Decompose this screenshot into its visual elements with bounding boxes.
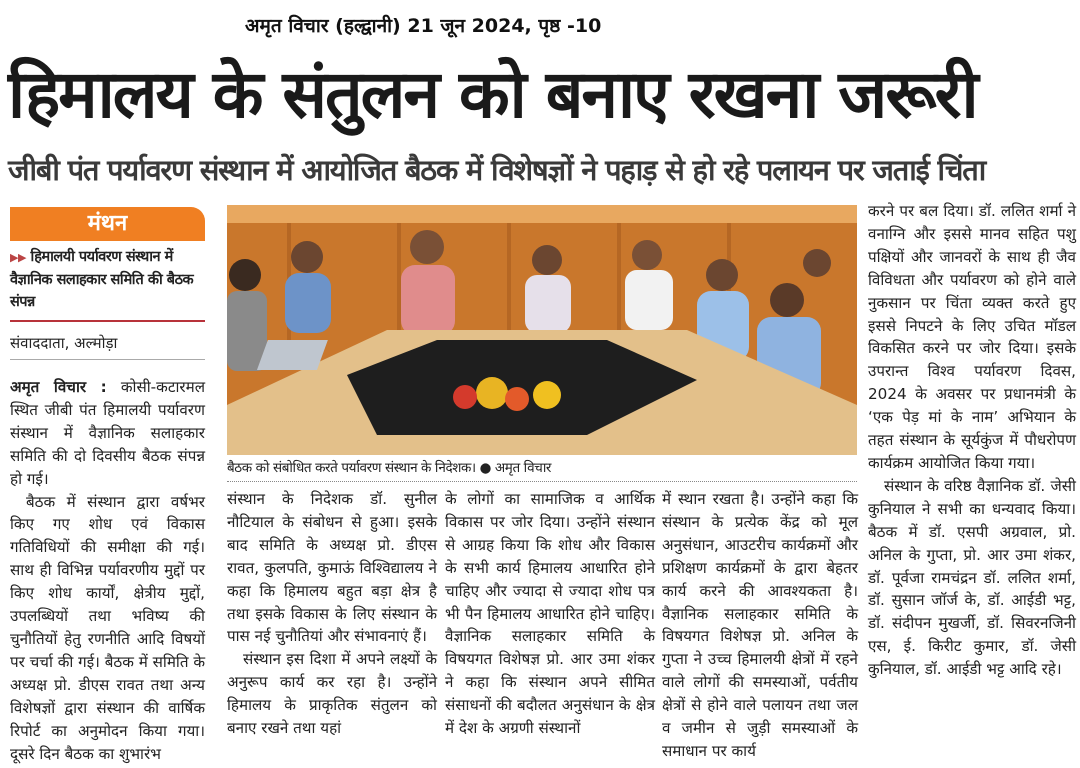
paragraph: संस्थान इस दिशा में अपने लक्ष्यों के अनुरूप कार्य कर रहा है। उन्होंने हिमालय के प्राकृतिक संतुलन को बनाए रखने तथा यहां [227,650,437,738]
meeting-photo [227,205,857,455]
paragraph: कोसी-कटारमल स्थित जीबी पंत हिमालयी पर्यावरण संस्थान में वैज्ञानिक सलाहकार समिति की दो दिवसीय बैठक संपन्न हो गई। [10,378,205,488]
divider [10,359,205,360]
subheadline: जीबी पंत पर्यावरण संस्थान में आयोजित बैठक में विशेषज्ञों ने पहाड़ से हो रहे पलायन पर जताई चिंता [8,153,986,187]
double-arrow-icon: ▶▶ [10,251,26,264]
headline: हिमालय के संतुलन को बनाए रखना जरूरी [8,56,977,133]
byline: संवाददाता, अल्मोड़ा [10,334,118,352]
source-label: अमृत विचार : [10,378,107,396]
section-label: मंथन [10,207,205,241]
paragraph: करने पर बल दिया। डॉ. ललित शर्मा ने वनाग्नि और इससे मानव सहित पशु पक्षियों और जानवरों के साथ ही जैव विविधता और पर्यावरण को होने वाले नुकसान पर चिंता व्यक्त करते हुए इससे निपटने के लिए उचित मॉडल विकसित करने पर जोर दिया। इसके उपरान्त विश्व पर्यावरण दिवस, 2024 के अवसर पर प्रधानमंत्री के ‘एक पेड़ मां के नाम’ अभियान के तहत संस्थान के सूर्यकुंज में पौधरोपण कार्यक्रम आयोजित किया गया। [868,202,1076,472]
article-column-4 [662,488,858,763]
article-column-2 [227,488,437,740]
article-column-1 [10,376,205,765]
divider [227,481,857,482]
photo-caption: बैठक को संबोधित करते पर्यावरण संस्थान के निदेशक। ● अमृत विचार [227,460,552,476]
dateline: अमृत विचार (हल्द्वानी) 21 जून 2024, पृष्ठ -10 [245,15,602,37]
paragraph: संस्थान के वरिष्ठ वैज्ञानिक डॉ. जेसी कुनियाल ने सभी का धन्यवाद किया। बैठक में डॉ. एसपी अग्रवाल, प्रो. अनिल के गुप्ता, प्रो. आर उमा शंकर, डॉ. पूर्वजा रामचंद्रन डॉ. ललित शर्मा, डॉ. सुसान जॉर्ज के, डॉ. आईडी भट्ट, डॉ. संदीपन मुखर्जी, डॉ. सिवरनजिनी एस, ई. किरीट कुमार, डॉ. जेसी कुनियाल, डॉ. आईडी भट्ट आदि रहे। [868,476,1076,679]
paragraph: बैठक में संस्थान द्वारा वर्षभर किए गए शोध एवं विकास गतिविधियों की समीक्षा की गई। साथ ही विभिन्न पर्यावरणीय मुद्दों पर किए शोध कार्यों, क्षेत्रीय मुद्दों, उपलब्धियों तथा भविष्य की चुनौतियों हेतु रणनीति आदि विषयों पर चर्चा की गई। बैठक में समिति के अध्यक्ष प्रो. डीएस रावत तथा अन्य विशेषज्ञों द्वारा संस्थान की वार्षिक रिपोर्ट का अनुमोदन किया गया। दूसरे दिन बैठक का शुभारंभ [10,492,205,763]
article-column-5 [868,200,1076,681]
paragraph: के लोगों का सामाजिक व आर्थिक विकास पर जोर दिया। उन्होंने संस्थान से आग्रह किया कि शोध और विकास के सभी कार्य हिमालय आधारित होने चाहिए और ज्यादा से ज्यादा शोध पत्र भी पैन हिमालय आधारित होने चाहिए। वैज्ञानिक सलाहकार समिति के विषयगत विशेषज्ञ प्रो. आर उमा शंकर ने कहा कि संस्थान अपने सीमित संसाधनों की बदौलत अनुसंधान के क्षेत्र में देश के अग्रणी संस्थानों [445,490,655,738]
paragraph: में स्थान रखता है। उन्होंने कहा कि संस्थान के प्रत्येक केंद्र को मूल अनुसंधान, आउटरीच कार्यक्रमों और प्रशिक्षण कार्यक्रमों के द्वारा बेहतर कार्य करने की आवश्यकता है। वैज्ञानिक सलाहकार समिति के विषयगत विशेषज्ञ प्रो. अनिल के गुप्ता ने उच्च हिमालयी क्षेत्रों में रहने वाले लोगों की समस्याओं, पर्वतीय क्षेत्रों से होने वाले पलायन तथा जल व जमीन से जुड़ी समस्याओं के समाधान पर कार्य [662,490,858,760]
divider [10,320,205,322]
meeting-photo-illustration [227,205,857,455]
article-column-3 [445,488,655,740]
kicker-text: हिमालयी पर्यावरण संस्थान में वैज्ञानिक सलाहकार समिति की बैठक संपन्न [10,249,194,310]
paragraph: संस्थान के निदेशक डॉ. सुनील नौटियाल के संबोधन से हुआ। इसके बाद समिति के अध्यक्ष प्रो. डीएस रावत, कुलपति, कुमाऊं विश्विद्यालय ने कहा कि हिमालय बहुत बड़ा क्षेत्र है तथा इसके विकास के लिए संस्थान के पास नई चुनौतियां और संभावनाएं हैं। [227,490,437,646]
kicker [10,246,208,313]
